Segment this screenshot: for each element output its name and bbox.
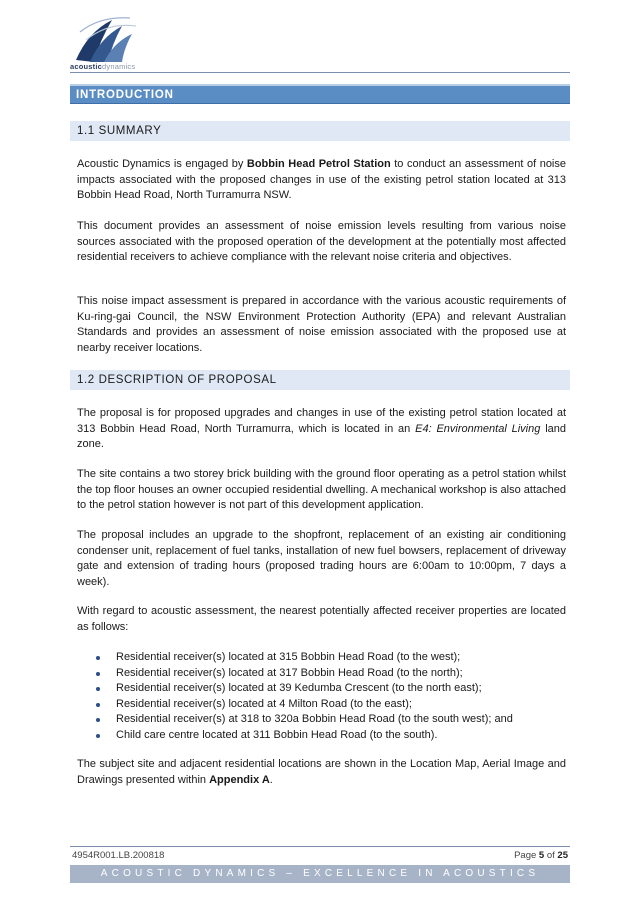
proposal-paragraph-2: The site contains a two storey brick building with the ground floor operating as a petrol station whilst the top floor houses an owner occupied residential dwelling. A mechanical workshop is also attached to the petrol station however is not part of this development application. xyxy=(77,468,566,512)
footer-tagline-band xyxy=(70,865,570,883)
list-item: Residential receiver(s) located at 315 Bobbin Head Road (to the west); xyxy=(95,650,513,666)
summary-paragraph-1: Acoustic Dynamics is engaged by Bobbin Head Petrol Station to conduct an assessment of noise impacts associated with the proposed changes in use of the existing petrol station located at 313 Bobbin Head Road, North Turramurra NSW. xyxy=(77,158,566,202)
summary-paragraph-2: This document provides an assessment of noise emission levels resulting from various noise sources associated with the proposed operation of the development at the potentially most affected residential receivers to achieve compliance with the relevant noise criteria and objectives. xyxy=(77,220,566,264)
list-item: Residential receiver(s) at 318 to 320a Bobbin Head Road (to the south west); and xyxy=(95,712,513,728)
subsection-heading-summary xyxy=(70,121,570,141)
proposal-paragraph-5: The subject site and adjacent residential locations are shown in the Location Map, Aerial Image and Drawings presented within Appendix A. xyxy=(77,758,566,786)
page-number: Page 5 of 25 xyxy=(514,850,568,861)
section-heading-bar xyxy=(70,84,570,104)
list-item: Residential receiver(s) located at 317 Bobbin Head Road (to the north); xyxy=(95,666,513,682)
footer-tagline: ACOUSTIC DYNAMICS – EXCELLENCE IN ACOUSTICS xyxy=(100,868,540,879)
subsection-heading-proposal xyxy=(70,370,570,390)
subsection-title: 1.2 DESCRIPTION OF PROPOSAL xyxy=(77,374,277,386)
footer-rule xyxy=(70,846,570,847)
list-item: Residential receiver(s) located at 39 Kedumba Crescent (to the north east); xyxy=(95,681,513,697)
header-rule xyxy=(70,72,570,73)
document-reference: 4954R001.LB.200818 xyxy=(72,850,165,861)
proposal-paragraph-1: The proposal is for proposed upgrades and changes in use of the existing petrol station located at 313 Bobbin Head Road, North Turramurra, which is located in an E4: Environmental Living land zone. xyxy=(77,407,566,451)
list-item: Child care centre located at 311 Bobbin Head Road (to the south). xyxy=(95,728,513,744)
proposal-paragraph-3: The proposal includes an upgrade to the shopfront, replacement of an existing air conditioning condenser unit, replacement of fuel tanks, installation of new fuel bowsers, replacement of driveway gate and extension of trading hours (proposed trading hours are 6:00am to 10:00pm, 7 days a week). xyxy=(77,529,566,588)
receiver-list xyxy=(95,650,513,744)
list-item: Residential receiver(s) located at 4 Milton Road (to the east); xyxy=(95,697,513,713)
subsection-title: 1.1 SUMMARY xyxy=(77,125,162,137)
logo-wordmark: acousticdynamics xyxy=(70,62,136,71)
proposal-paragraph-4: With regard to acoustic assessment, the nearest potentially affected receiver properties are located as follows: xyxy=(77,605,566,633)
section-title: INTRODUCTION xyxy=(76,89,174,101)
summary-paragraph-3: This noise impact assessment is prepared in accordance with the various acoustic requirements of Ku-ring-gai Council, the NSW Environment Protection Authority (EPA) and relevant Australian Standards and provides an assessment of noise emission associated with the proposed use at nearby receiver locations. xyxy=(77,295,566,354)
